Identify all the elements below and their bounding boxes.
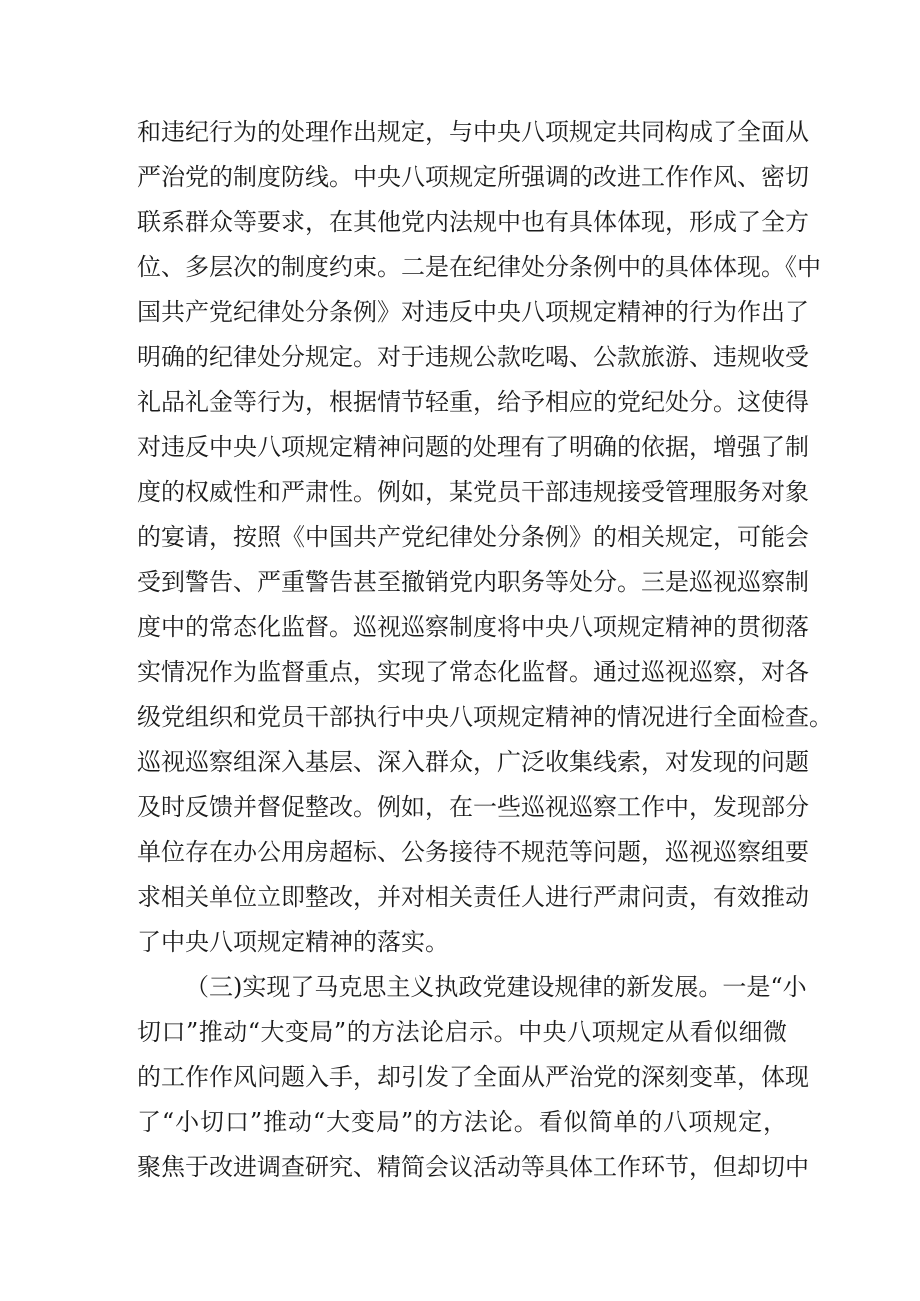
text-line: 了“小切口”推动“大变局”的方法论。看似简单的八项规定，	[137, 1108, 787, 1136]
text-line: 的宴请，按照《中国共产党纪律处分条例》的相关规定，可能会	[137, 523, 809, 551]
text-line: 求相关单位立即整改，并对相关责任人进行严肃问责，有效推动	[137, 883, 809, 911]
text-line: 严治党的制度防线。中央八项规定所强调的改进工作作风、密切	[137, 163, 809, 191]
text-line: 切口”推动“大变局”的方法论启示。中央八项规定从看似细微	[137, 1018, 787, 1046]
text-line: 单位存在办公用房超标、公务接待不规范等问题，巡视巡察组要	[137, 838, 809, 866]
text-line: 联系群众等要求，在其他党内法规中也有具体体现，形成了全方	[137, 208, 809, 236]
text-line: 实情况作为监督重点，实现了常态化监督。通过巡视巡察，对各	[137, 658, 809, 686]
text-line: 礼品礼金等行为，根据情节轻重，给予相应的党纪处分。这使得	[137, 388, 809, 416]
text-line: 了中央八项规定精神的落实。	[137, 928, 449, 956]
text-line: 明确的纪律处分规定。对于违规公款吃喝、公款旅游、违规收受	[137, 343, 809, 371]
text-line: 度中的常态化监督。巡视巡察制度将中央八项规定精神的贯彻落	[137, 613, 809, 641]
text-line: 受到警告、严重警告甚至撤销党内职务等处分。三是巡视巡察制	[137, 568, 809, 596]
text-line: 度的权威性和严肃性。例如，某党员干部违规接受管理服务对象	[137, 478, 809, 506]
text-line: 及时反馈并督促整改。例如，在一些巡视巡察工作中，发现部分	[137, 793, 809, 821]
text-line: 和违纪行为的处理作出规定，与中央八项规定共同构成了全面从	[137, 118, 809, 146]
text-line: 对违反中央八项规定精神问题的处理有了明确的依据，增强了制	[137, 433, 809, 461]
text-line: 国共产党纪律处分条例》对违反中央八项规定精神的行为作出了	[137, 298, 809, 326]
text-line: 巡视巡察组深入基层、深入群众，广泛收集线索，对发现的问题	[137, 748, 809, 776]
section-heading-line: （三)实现了马克思主义执政党建设规律的新发展。一是“小	[185, 973, 807, 1001]
text-line: 聚焦于改进调查研究、精简会议活动等具体工作环节，但却切中	[137, 1153, 809, 1181]
text-line: 级党组织和党员干部执行中央八项规定精神的情况进行全面检查。	[137, 703, 833, 731]
text-line: 位、多层次的制度约束。二是在纪律处分条例中的具体体现。《中	[137, 253, 821, 281]
text-line: 的工作作风问题入手，却引发了全面从严治党的深刻变革，体现	[137, 1063, 809, 1091]
